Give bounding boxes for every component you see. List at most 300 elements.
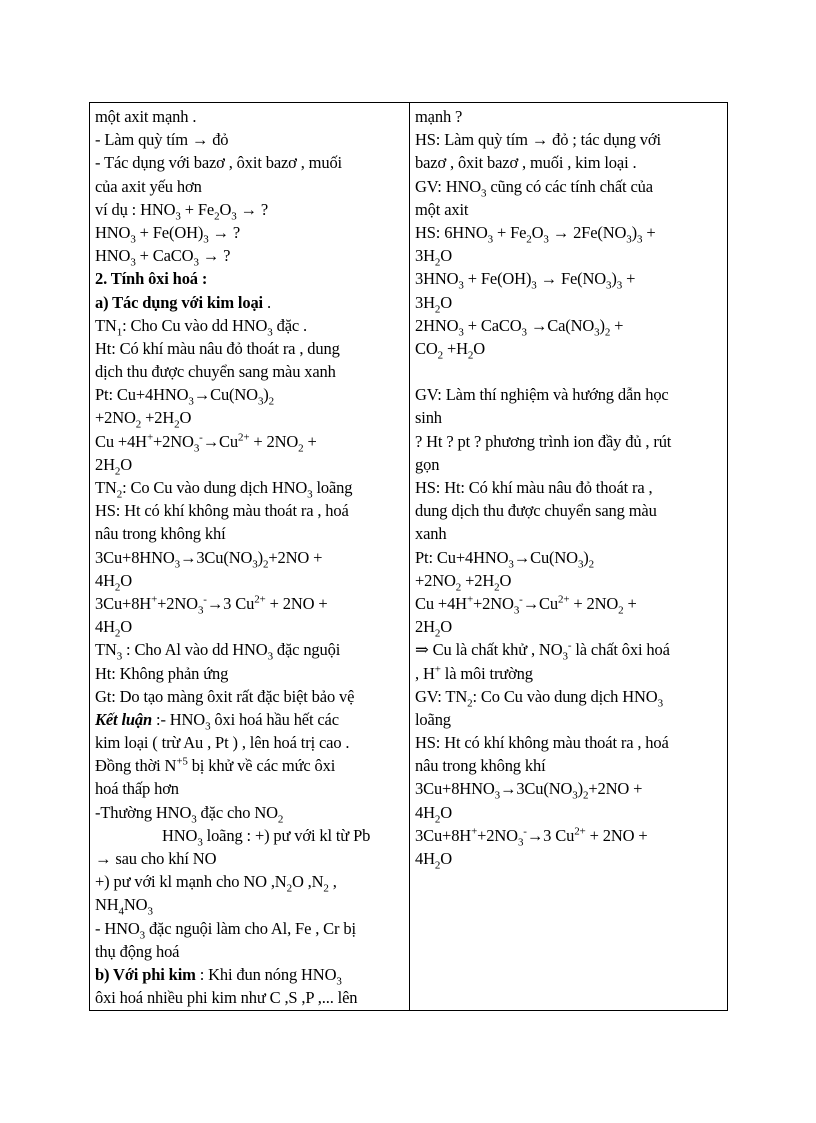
text-segment: O <box>120 570 133 590</box>
subscript: 2 <box>588 557 595 570</box>
subscript: 4 <box>118 905 124 918</box>
text-line <box>415 151 727 174</box>
text-segment: hoá thấp hơn <box>95 779 179 799</box>
text-segment: bị khử về các mức ôxi <box>187 756 336 776</box>
text-segment: ? Ht ? pt ? phương trình ion đầy đủ , rút <box>415 431 672 451</box>
text-segment: O <box>179 408 192 428</box>
subscript: 3 <box>494 789 500 802</box>
text-segment: đặc cho NO <box>196 802 278 822</box>
text-segment: Cu +4H <box>415 593 467 613</box>
subscript: 2 <box>526 233 532 246</box>
text-segment: + <box>303 431 317 451</box>
text-line <box>95 754 407 777</box>
text-segment: +2NO <box>95 408 136 428</box>
text-segment: →Cu(NO <box>193 385 258 405</box>
text-segment: + 2NO + <box>265 593 328 613</box>
subscript: 3 <box>130 256 136 269</box>
text-segment: HNO <box>95 246 131 266</box>
subscript: 3 <box>336 975 342 988</box>
text-segment: HS: 6HNO <box>415 222 488 242</box>
text-line <box>415 638 727 661</box>
text-segment: Kết luận <box>95 709 153 729</box>
text-segment: - Tác dụng với bazơ , ôxit bazơ , muối <box>95 153 342 173</box>
text-line <box>415 522 727 545</box>
subscript: 3 <box>577 557 584 570</box>
text-segment: NO <box>123 895 148 915</box>
subscript: 3 <box>657 696 663 709</box>
subscript: 2 <box>262 557 269 570</box>
text-segment: +2NO <box>415 570 456 590</box>
text-segment: ) <box>577 779 583 799</box>
text-segment: 3H <box>415 246 435 266</box>
text-segment: CO <box>415 338 438 358</box>
text-segment: 3Cu+8H <box>95 593 152 613</box>
text-segment: b) Với phi kim <box>95 964 196 984</box>
text-segment: →3Cu(NO <box>499 779 573 799</box>
text-segment: +2H <box>461 570 495 590</box>
activity-column <box>415 105 727 870</box>
text-line <box>95 314 407 337</box>
subscript: 3 <box>191 812 197 825</box>
text-segment: 4H <box>415 802 435 822</box>
text-line <box>95 360 407 383</box>
text-segment: → ? <box>198 246 231 266</box>
text-segment: TN <box>95 640 117 660</box>
subscript: 3 <box>517 836 524 849</box>
text-segment: ôxi hoá nhiều phi kim như C ,S ,P ,... lên <box>95 988 358 1008</box>
text-line <box>95 175 407 198</box>
text-line <box>95 151 407 174</box>
text-line <box>95 430 407 453</box>
text-line <box>415 175 727 198</box>
text-segment: ⇒ Cu là chất khử , NO <box>415 640 563 660</box>
subscript: 3 <box>572 789 578 802</box>
subscript: 3 <box>606 279 612 292</box>
subscript: 2 <box>437 349 443 362</box>
text-segment: mạnh ? <box>415 107 463 126</box>
text-segment: + CaCO <box>463 315 522 335</box>
text-segment: HNO <box>95 222 131 242</box>
text-segment: HS: Ht có khí không màu thoát ra , hoá <box>95 501 349 521</box>
text-segment: →Ca(NO <box>526 315 595 335</box>
superscript: 2+ <box>238 431 250 444</box>
text-segment: là môi trường <box>440 663 533 683</box>
text-segment: ) <box>583 547 589 567</box>
text-line <box>95 963 407 986</box>
subscript: 2 <box>434 859 441 872</box>
text-segment: ) <box>257 547 263 567</box>
text-line <box>95 685 407 708</box>
text-segment: TN <box>95 315 117 335</box>
text-segment: O <box>219 199 232 219</box>
superscript: - <box>523 825 527 838</box>
text-segment: TN <box>95 478 117 497</box>
text-segment: 2HNO <box>415 315 459 335</box>
text-segment: thụ động hoá <box>95 941 180 961</box>
subscript: 2 <box>455 581 462 594</box>
subscript: 2 <box>268 395 275 408</box>
text-line <box>415 801 727 824</box>
text-segment: + <box>610 315 624 335</box>
text-line <box>415 615 727 638</box>
subscript: 2 <box>114 465 121 478</box>
text-segment: HS: Ht có khí không màu thoát ra , hoá <box>415 733 669 753</box>
text-segment: dịch thu được chuyển sang màu xanh <box>95 362 336 382</box>
text-segment: ví dụ : HNO <box>95 199 176 219</box>
subscript: 3 <box>594 325 600 338</box>
text-segment: xanh <box>415 524 447 544</box>
text-segment: loãng <box>312 478 353 497</box>
text-segment: + <box>623 593 637 613</box>
subscript: 2 <box>114 627 121 640</box>
superscript: + <box>466 593 474 606</box>
text-line <box>95 128 407 151</box>
text-segment: + <box>622 269 636 289</box>
text-segment: bazơ , ôxit bazơ , muối , kim loại . <box>415 153 637 173</box>
text-line <box>95 244 407 267</box>
subscript: 3 <box>267 325 273 338</box>
text-segment: → ? <box>236 199 269 219</box>
text-segment: O <box>120 617 133 637</box>
text-segment: → 2Fe(NO <box>548 222 627 242</box>
text-segment: - Làm quỳ tím → đỏ <box>95 130 229 150</box>
subscript: 3 <box>508 557 514 570</box>
text-line <box>95 546 407 569</box>
lesson-table <box>89 102 728 1011</box>
text-segment: dung dịch thu được chuyển sang màu <box>415 501 657 521</box>
text-line <box>95 406 407 429</box>
subscript: 3 <box>130 233 136 246</box>
text-line <box>95 824 407 847</box>
text-line <box>415 453 727 476</box>
text-line <box>95 638 407 661</box>
subscript: 2 <box>494 581 500 594</box>
subscript: 3 <box>203 233 209 246</box>
text-segment: 3Cu+8HNO <box>95 547 175 567</box>
text-segment: 2. Tính ôxi hoá : <box>95 269 208 289</box>
text-segment: O <box>499 570 512 590</box>
text-segment: ) <box>611 269 617 289</box>
text-segment: +) pư với kl mạnh cho NO ,N <box>95 872 287 892</box>
text-segment: +2NO <box>153 431 194 451</box>
text-line <box>95 105 407 128</box>
text-segment: 3Cu+8HNO <box>415 779 495 799</box>
text-segment: một axit <box>415 199 469 219</box>
subscript: 3 <box>616 279 623 292</box>
text-line <box>415 847 727 870</box>
superscript: + <box>151 593 158 606</box>
text-line <box>415 383 727 406</box>
text-segment: O <box>440 292 453 312</box>
text-segment: + Fe(OH) <box>135 222 204 242</box>
text-line <box>95 569 407 592</box>
text-segment: Ht: Có khí màu nâu đỏ thoát ra , dung <box>95 338 340 358</box>
superscript: 2+ <box>574 825 586 838</box>
text-segment: ôxi hoá hầu hết các <box>210 709 339 729</box>
text-segment: +2NO + <box>588 779 643 799</box>
column-divider <box>409 103 410 1010</box>
text-segment: , H <box>415 663 435 683</box>
subscript: 3 <box>531 279 537 292</box>
text-line <box>415 291 727 314</box>
subscript: 2 <box>434 256 441 269</box>
text-line <box>95 870 407 893</box>
text-segment: +2NO <box>473 593 514 613</box>
subscript: 3 <box>116 650 123 663</box>
text-segment: + Fe <box>492 222 527 242</box>
text-segment: Đồng thời N <box>95 756 177 776</box>
text-segment: -Thường HNO <box>95 802 192 822</box>
text-segment: 4H <box>95 617 115 637</box>
text-segment: →Cu(NO <box>513 547 578 567</box>
subscript: 3 <box>562 650 568 663</box>
text-line <box>415 105 727 128</box>
text-segment: . <box>262 292 271 312</box>
superscript: 2+ <box>254 593 266 606</box>
subscript: 2 <box>467 696 473 709</box>
text-segment: gọn <box>415 454 440 474</box>
text-segment: + 2NO <box>249 431 299 451</box>
text-line <box>415 546 727 569</box>
text-segment: + CaCO <box>135 246 194 266</box>
subscript: 3 <box>458 279 464 292</box>
text-segment: : Khi đun nóng HNO <box>195 964 337 984</box>
subscript: 2 <box>298 441 304 454</box>
text-segment: + 2NO + <box>585 825 648 845</box>
text-segment: +2NO <box>157 593 198 613</box>
subscript: 2 <box>618 604 624 617</box>
subscript: 3 <box>188 395 194 408</box>
text-line <box>95 615 407 638</box>
text-segment: O <box>120 454 133 474</box>
text-line <box>95 453 407 476</box>
subscript: 2 <box>604 325 611 338</box>
subscript: 2 <box>174 418 180 431</box>
text-segment: là chất ôxi hoá <box>571 640 670 660</box>
text-segment: : Co Cu vào dung dịch HNO <box>122 478 308 497</box>
subscript: 3 <box>458 325 464 338</box>
subscript: 1 <box>116 325 123 338</box>
text-line <box>95 522 407 545</box>
text-segment: sinh <box>415 408 442 428</box>
subscript: 3 <box>307 488 313 501</box>
text-segment: HS: Làm quỳ tím → đỏ ; tác dụng với <box>415 130 661 150</box>
text-line <box>95 917 407 940</box>
superscript: +5 <box>176 755 188 768</box>
text-segment: + <box>642 222 656 242</box>
subscript: 3 <box>231 210 237 223</box>
text-segment: a) Tác dụng với kim loại <box>95 292 263 312</box>
superscript: + <box>146 431 154 444</box>
subscript: 3 <box>626 233 632 246</box>
subscript: 2 <box>323 882 329 895</box>
text-segment: 2H <box>95 454 115 474</box>
text-segment: đặc . <box>272 315 307 335</box>
text-line <box>415 314 727 337</box>
text-line <box>95 731 407 754</box>
text-segment: +H <box>442 338 468 358</box>
text-segment: cũng có các tính chất của <box>486 176 653 196</box>
subscript: 3 <box>193 441 200 454</box>
text-segment: O <box>440 849 453 868</box>
subscript: 3 <box>636 233 643 246</box>
text-line <box>95 940 407 963</box>
text-line <box>415 406 727 429</box>
text-line <box>95 291 407 314</box>
text-segment: Pt: Cu+4HNO <box>415 547 509 567</box>
subscript: 3 <box>257 395 264 408</box>
text-line <box>415 128 727 151</box>
text-line <box>95 383 407 406</box>
text-segment: →Cu <box>522 593 558 613</box>
text-segment: HS: Ht: Có khí màu nâu đỏ thoát ra , <box>415 478 653 497</box>
text-segment: - HNO <box>95 918 140 938</box>
text-segment: 2H <box>415 617 435 637</box>
text-segment: GV: HNO <box>415 176 482 196</box>
text-segment: HNO <box>162 825 198 845</box>
text-segment: → Fe(NO <box>536 269 607 289</box>
subscript: 3 <box>543 233 549 246</box>
text-line <box>415 430 727 453</box>
text-line <box>415 708 727 731</box>
text-line <box>95 847 407 870</box>
text-line <box>415 777 727 800</box>
subscript: 3 <box>487 233 493 246</box>
text-line <box>95 801 407 824</box>
subscript: 3 <box>175 210 181 223</box>
text-segment: 3Cu+8H <box>415 825 472 845</box>
text-line <box>415 360 727 383</box>
text-segment: , <box>328 872 337 892</box>
text-segment: một axit mạnh . <box>95 107 197 126</box>
text-segment: → ? <box>208 222 241 242</box>
text-segment: ) <box>599 315 605 335</box>
text-segment: O <box>440 617 453 637</box>
text-segment: đặc nguội <box>272 640 341 660</box>
text-segment: 3HNO <box>415 269 459 289</box>
subscript: 2 <box>114 581 121 594</box>
text-segment: →3 Cu <box>526 825 575 845</box>
text-segment: →3Cu(NO <box>179 547 253 567</box>
text-line <box>415 824 727 847</box>
text-segment: O <box>440 802 453 822</box>
content-column <box>95 105 407 1009</box>
subscript: 3 <box>267 650 273 663</box>
text-line <box>415 198 727 221</box>
superscript: 2+ <box>558 593 570 606</box>
text-line <box>415 499 727 522</box>
text-segment: GV: TN <box>415 686 468 706</box>
text-segment: +2NO <box>477 825 518 845</box>
superscript: - <box>519 593 523 606</box>
superscript: - <box>203 593 207 606</box>
text-line <box>415 754 727 777</box>
text-line <box>415 592 727 615</box>
text-segment: +2H <box>141 408 175 428</box>
superscript: - <box>567 639 572 652</box>
text-segment: →Cu <box>202 431 238 451</box>
text-line <box>95 221 407 244</box>
subscript: 2 <box>286 882 292 895</box>
text-segment: : Co Cu vào dung dịch HNO <box>472 686 658 706</box>
subscript: 2 <box>135 418 142 431</box>
text-segment: Pt: Cu+4HNO <box>95 385 189 405</box>
subscript: 3 <box>521 325 527 338</box>
text-line <box>415 337 727 360</box>
superscript: + <box>434 663 441 675</box>
text-line <box>415 569 727 592</box>
text-segment: +2NO + <box>268 547 323 567</box>
text-segment: Gt: Do tạo màng ôxit rất đặc biệt bảo vệ <box>95 686 355 706</box>
text-segment: + 2NO <box>569 593 619 613</box>
text-line <box>415 662 727 685</box>
text-segment: O <box>473 338 486 358</box>
text-segment: + Fe <box>180 199 215 219</box>
subscript: 2 <box>277 812 284 825</box>
subscript: 2 <box>434 302 441 315</box>
text-line <box>95 499 407 522</box>
text-line <box>415 476 727 499</box>
subscript: 2 <box>214 210 220 223</box>
text-segment: 4H <box>95 570 115 590</box>
subscript: 3 <box>197 604 204 617</box>
text-line <box>415 731 727 754</box>
superscript: - <box>199 431 203 444</box>
text-segment: của axit yếu hơn <box>95 176 202 196</box>
text-line <box>95 592 407 615</box>
subscript: 3 <box>197 836 203 849</box>
text-line <box>415 244 727 267</box>
text-line <box>415 267 727 290</box>
subscript: 3 <box>193 256 199 269</box>
text-segment: GV: Làm thí nghiệm và hướng dẫn học <box>415 385 669 405</box>
text-segment: → sau cho khí NO <box>95 849 217 868</box>
text-line <box>95 777 407 800</box>
text-segment: ) <box>631 222 637 242</box>
text-segment: NH <box>95 895 119 915</box>
text-segment: O <box>531 222 544 242</box>
text-segment: + Fe(OH) <box>463 269 532 289</box>
subscript: 3 <box>513 604 520 617</box>
subscript: 2 <box>467 349 474 362</box>
text-segment: loãng : +) pư với kl từ Pb <box>202 825 371 845</box>
text-line <box>95 662 407 685</box>
text-segment: nâu trong không khí <box>95 524 226 544</box>
text-segment: :- HNO <box>152 709 206 729</box>
text-segment: loãng <box>415 709 451 729</box>
subscript: 2 <box>434 627 441 640</box>
subscript: 3 <box>205 720 211 733</box>
text-segment: nâu trong không khí <box>415 756 546 776</box>
text-line <box>415 685 727 708</box>
subscript: 3 <box>147 905 153 918</box>
text-line <box>95 267 407 290</box>
text-segment: : Cho Cu vào dd HNO <box>122 315 268 335</box>
text-line <box>95 986 407 1009</box>
text-segment: O ,N <box>291 872 324 892</box>
text-segment: Ht: Không phản ứng <box>95 663 229 683</box>
text-segment: →3 Cu <box>206 593 255 613</box>
text-segment: ) <box>263 385 269 405</box>
text-segment: : Cho Al vào dd HNO <box>122 640 268 660</box>
text-line <box>95 198 407 221</box>
subscript: 2 <box>434 812 441 825</box>
superscript: + <box>471 825 478 838</box>
subscript: 3 <box>174 557 180 570</box>
text-line <box>95 893 407 916</box>
text-segment: đặc nguội làm cho Al, Fe , Cr bị <box>144 918 356 938</box>
subscript: 2 <box>582 789 589 802</box>
